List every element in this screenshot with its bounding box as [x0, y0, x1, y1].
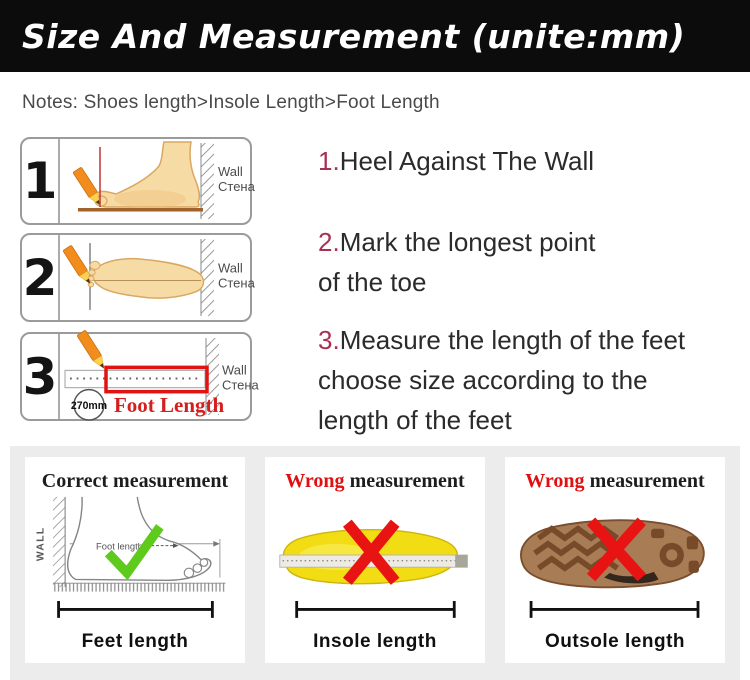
step-2-number: 2.: [318, 227, 340, 257]
box-number-2: 2: [22, 235, 60, 320]
panel-2-bottom-label: Insole length: [313, 631, 437, 652]
wall-label-ru: Стена: [218, 275, 255, 291]
pencil-icon: [77, 330, 108, 371]
panel-2-title-word: Wrong: [285, 470, 345, 492]
wall-label-en: Wall: [221, 362, 247, 378]
step-2-text-line-2: of the toe: [318, 267, 427, 297]
panel-3-title-rest: measurement: [584, 470, 705, 492]
insole-drawing: [265, 495, 485, 631]
length-bracket: [531, 601, 698, 618]
step-2: [318, 222, 738, 302]
panel-correct-measurement: [25, 457, 245, 663]
panel-wrong-insole: [265, 457, 485, 663]
step-2-text-line-1: Mark the longest point: [339, 227, 596, 257]
ruler-measurement-drawing: [60, 334, 259, 419]
step-1: [318, 141, 738, 181]
panel-1-title-rest: measurement: [108, 470, 229, 492]
comparison-panels: [10, 446, 740, 680]
panel-3-title: [525, 470, 704, 493]
header-bar: [0, 0, 750, 72]
wall-label-ru: Стена: [218, 179, 255, 194]
wall-label-en: Wall: [218, 260, 243, 276]
foot-length-value: 270mm: [70, 399, 108, 412]
wall-label-ru: Стена: [221, 377, 259, 393]
panel-1-title: [42, 470, 228, 493]
foot-length-label: Foot Length: [114, 392, 225, 417]
panel-wrong-outsole: [505, 457, 725, 663]
wall-label-en: Wall: [218, 164, 243, 179]
wall-hatch: [53, 497, 65, 587]
foot-top-shape: [93, 259, 204, 298]
correct-measurement-drawing: [25, 495, 245, 631]
step-3-text-line-2: choose size according to the: [318, 365, 648, 395]
foot-top-view-drawing: [60, 235, 255, 320]
floor-hatch: [53, 583, 226, 591]
panel-3-title-word: Wrong: [525, 470, 585, 492]
box-number-3: 3: [22, 334, 60, 419]
step-1-number: 1.: [318, 146, 340, 176]
floor-line: [78, 208, 203, 212]
measure-box-1: [20, 137, 255, 225]
length-bracket: [59, 601, 213, 618]
measure-box-2: [20, 233, 255, 322]
length-bracket: [297, 601, 455, 618]
foot-length-inner-label: Foot length: [96, 541, 143, 552]
notes-text: Notes: Shoes length>Insole Length>Foot Length: [22, 92, 440, 113]
box-2-illustration: [60, 235, 255, 320]
panel-2-title-rest: measurement: [344, 470, 465, 492]
wall-vertical-label: WALL: [35, 526, 47, 562]
step-3-text-line-1: Measure the length of the feet: [339, 325, 686, 355]
panel-1-title-word: Correct: [41, 470, 109, 492]
panel-3-bottom-label: Outsole length: [545, 631, 685, 652]
step-3-number: 3.: [318, 325, 340, 355]
box-1-illustration: [60, 139, 255, 223]
step-3-text-line-3: length of the feet: [318, 405, 512, 435]
step-1-text: Heel Against The Wall: [339, 146, 595, 176]
box-3-illustration: [60, 334, 259, 419]
foot-side-view-drawing: [60, 139, 255, 223]
panel-2-title: [285, 470, 464, 493]
panel-1-bottom-label: Feet length: [81, 631, 189, 652]
page-title: Size And Measurement (unite:mm): [22, 16, 686, 56]
outsole-drawing: [505, 495, 725, 631]
measure-box-3: [20, 332, 259, 421]
box-number-1: 1: [22, 139, 60, 223]
step-3: [318, 320, 738, 440]
wall-hatch: [201, 143, 214, 219]
toe-sketch: [184, 568, 193, 577]
